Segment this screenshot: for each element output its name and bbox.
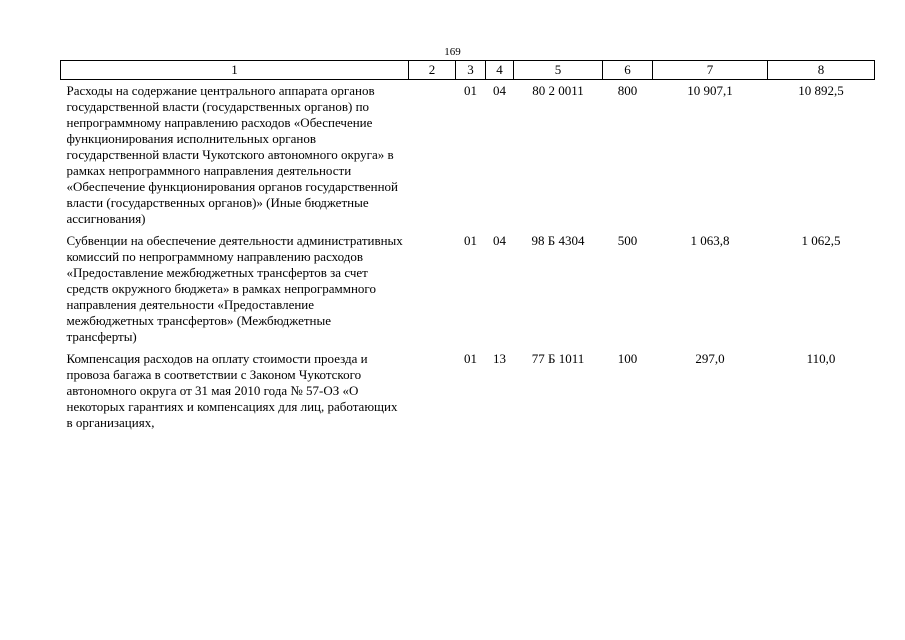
row-description: Расходы на содержание центрального аппарата органов государственной власти (государственных органов) по непрограммному направлению расходов «Обеспечение функционирования исполнительных органов государственной власти Чукотского автономного округа» в рамках непрограммного направления деятельности «Обеспечение функционирования органов государственной власти (государственных органов)» (Иные бюджетные ассигнования): [66, 83, 399, 226]
cell-col2: [409, 230, 456, 348]
cell-expense-type: 100: [617, 351, 638, 366]
cell-amount-1: 10 907,1: [687, 83, 733, 98]
cell-section: 01: [464, 83, 477, 98]
row-description: Компенсация расходов на оплату стоимости проезда и провоза багажа в соответствии с Законом Чукотского автономного округа от 31 мая 2010 года № 57-ОЗ «О некоторых гарантиях и компенсациях для лиц, работающих в организациях,: [66, 351, 398, 430]
cell-amount-1: 1 063,8: [690, 233, 730, 248]
column-header-7: 7: [653, 61, 768, 80]
column-header-5: 5: [514, 61, 603, 80]
budget-table: [60, 60, 875, 442]
table-header-row: [61, 61, 875, 80]
column-header-3: 3: [456, 61, 486, 80]
cell-expense-type: 500: [617, 233, 638, 248]
column-header-4: 4: [486, 61, 514, 80]
cell-subsection: 04: [493, 83, 506, 98]
page-number: 169: [444, 46, 461, 58]
cell-section: 01: [464, 351, 477, 366]
row-description: Субвенции на обеспечение деятельности административных комиссий по непрограммному направлению расходов «Предоставление межбюджетных трансфертов за счет средств окружного бюджета» в рамках непрограммного направления деятельности «Предоставление межбюджетных трансфертов» (Межбюджетные трансферты): [66, 233, 403, 344]
table-row: [61, 80, 875, 231]
column-header-1: 1: [61, 61, 409, 80]
cell-amount-1: 297,0: [695, 351, 725, 366]
cell-col2: [409, 348, 456, 442]
table-row: [61, 230, 875, 348]
cell-section: 01: [464, 233, 477, 248]
column-header-2: 2: [409, 61, 456, 80]
cell-subsection: 13: [493, 351, 506, 366]
cell-amount-2: 110,0: [806, 351, 836, 366]
cell-amount-2: 1 062,5: [801, 233, 841, 248]
cell-subsection: 04: [493, 233, 506, 248]
cell-target-article: 98 Б 4304: [531, 233, 585, 248]
table-row: [61, 348, 875, 442]
cell-col2: [409, 80, 456, 231]
cell-amount-2: 10 892,5: [798, 83, 844, 98]
column-header-8: 8: [768, 61, 875, 80]
cell-expense-type: 800: [617, 83, 638, 98]
cell-target-article: 77 Б 1011: [531, 351, 585, 366]
cell-target-article: 80 2 0011: [532, 83, 584, 98]
column-header-6: 6: [603, 61, 653, 80]
